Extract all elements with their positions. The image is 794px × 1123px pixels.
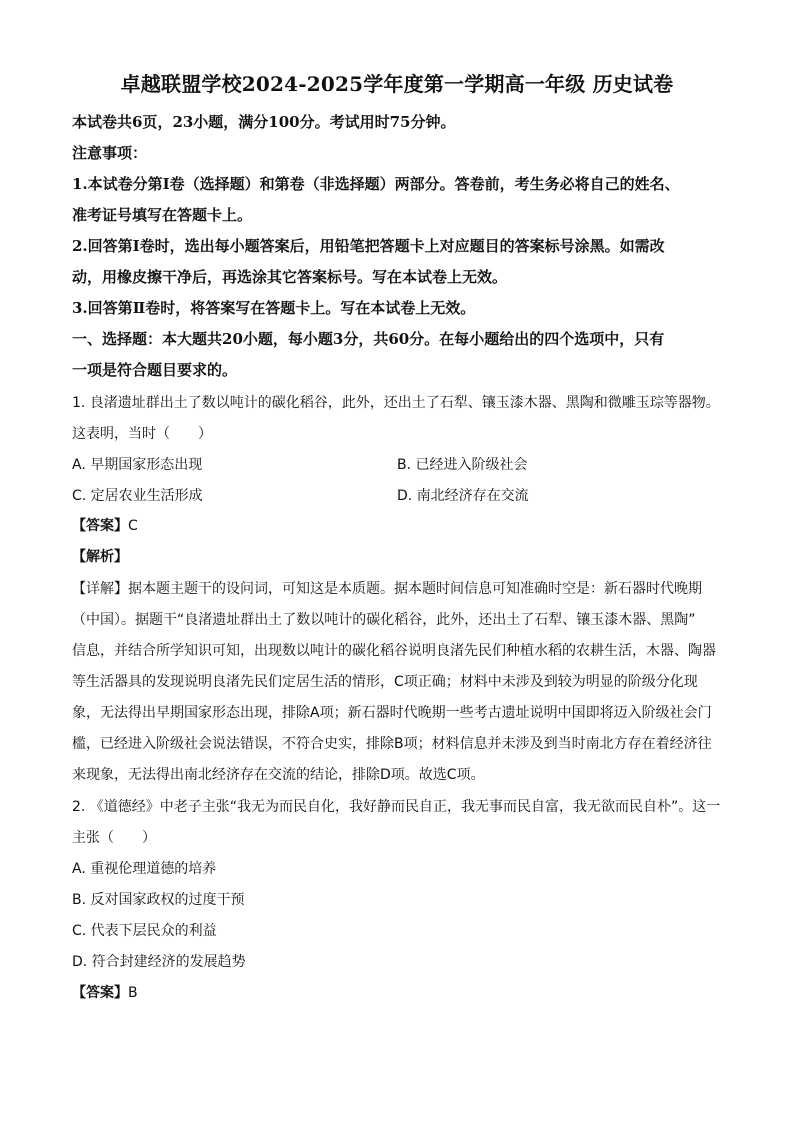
q1-detail-line-1: 【详解】据本题主题干的设问词，可知这是本质题。据本题时间信息可知准确时空是：新石器时代晚期 bbox=[72, 581, 702, 597]
exam-intro: 本试卷共6页，23小题，满分100分。考试用时75分钟。 bbox=[72, 113, 456, 131]
section-heading-line-1: 一、选择题：本大题共20小题，每小题3分，共60分。在每小题给出的四个选项中，只有 bbox=[72, 330, 665, 348]
q2-option-b: B. 反对国家政权的过度干预 bbox=[72, 892, 245, 908]
notice-line-2: 准考证号填写在答题卡上。 bbox=[72, 206, 253, 224]
notice-line-5: 3.回答第Ⅱ卷时，将答案写在答题卡上。写在本试卷上无效。 bbox=[72, 299, 476, 317]
q1-answer-value: C bbox=[128, 518, 138, 534]
q1-detail-line-5: 象，无法得出早期国家形态出现，排除A项；新石器时代晚期一些考古遗址说明中国即将迈入阶级社会门 bbox=[72, 705, 712, 721]
q2-option-a: A. 重视伦理道德的培养 bbox=[72, 861, 217, 877]
q2-answer bbox=[72, 982, 724, 1002]
q1-detail-line-4: 等生活器具的发现说明良渚先民们定居生活的情形，C项正确；材料中未涉及到较为明显的阶级分化现 bbox=[72, 674, 698, 690]
q1-option-d: D. 南北经济存在交流 bbox=[397, 488, 529, 504]
q2-option-d: D. 符合封建经济的发展趋势 bbox=[72, 954, 246, 970]
q2-stem-line-2: 主张（ ） bbox=[72, 830, 156, 846]
q2-option-c: C. 代表下层民众的利益 bbox=[72, 923, 217, 939]
q2-answer-value: B bbox=[128, 985, 138, 1001]
page-title: 卓越联盟学校2024-2025学年度第一学期高一年级 历史试卷 bbox=[120, 72, 674, 96]
q2-stem-line-1: 2. 《道德经》中老子主张“我无为而民自化，我好静而民自正，我无事而民自富，我无欲而民自朴”。这一 bbox=[72, 799, 721, 815]
q2-answer-tag: 【答案】 bbox=[72, 985, 128, 1001]
section-heading-line-2: 一项是符合题目要求的。 bbox=[72, 361, 238, 379]
q1-detail-line-7: 来现象，无法得出南北经济存在交流的结论，排除D项。故选C项。 bbox=[72, 767, 485, 783]
q1-stem-line-1: 1. 良渚遗址群出土了数以吨计的碳化稻谷，此外，还出土了石犁、镶玉漆木器、黑陶和微雕玉琮等器物。 bbox=[72, 395, 720, 411]
q1-detail-line-2: （中国）。据题干“良渚遗址群出土了数以吨计的碳化稻谷，此外，还出土了石犁、镶玉漆木器、黑陶” bbox=[72, 612, 696, 628]
q1-stem-line-2: 这表明，当时（ ） bbox=[72, 426, 212, 442]
q1-analysis-tag: 【解析】 bbox=[72, 549, 128, 565]
q1-option-a: A. 早期国家形态出现 bbox=[72, 457, 203, 473]
notice-line-4: 动，用橡皮擦干净后，再选涂其它答案标号。写在本试卷上无效。 bbox=[72, 268, 508, 286]
notice-line-3: 2.回答第Ⅰ卷时，选出每小题答案后，用铅笔把答题卡上对应题目的答案标号涂黑。如需改 bbox=[72, 237, 665, 255]
notice-line-1: 1.本试卷分第Ⅰ卷（选择题）和第卷（非选择题）两部分。答卷前，考生务必将自己的姓名、 bbox=[72, 175, 680, 193]
q1-answer-tag: 【答案】 bbox=[72, 518, 128, 534]
q1-option-b: B. 已经进入阶级社会 bbox=[397, 457, 528, 473]
q1-detail-line-6: 槛，已经进入阶级社会说法错误，不符合史实，排除B项；材料信息并未涉及到当时南北方存在着经济往 bbox=[72, 736, 712, 752]
q1-option-c: C. 定居农业生活形成 bbox=[72, 488, 203, 504]
q1-detail-line-3: 信息，并结合所学知识可知，出现数以吨计的碳化稻谷说明良渚先民们种植水稻的农耕生活，木器、陶器 bbox=[72, 643, 716, 659]
notice-heading: 注意事项： bbox=[72, 144, 148, 162]
q1-answer bbox=[72, 515, 724, 535]
